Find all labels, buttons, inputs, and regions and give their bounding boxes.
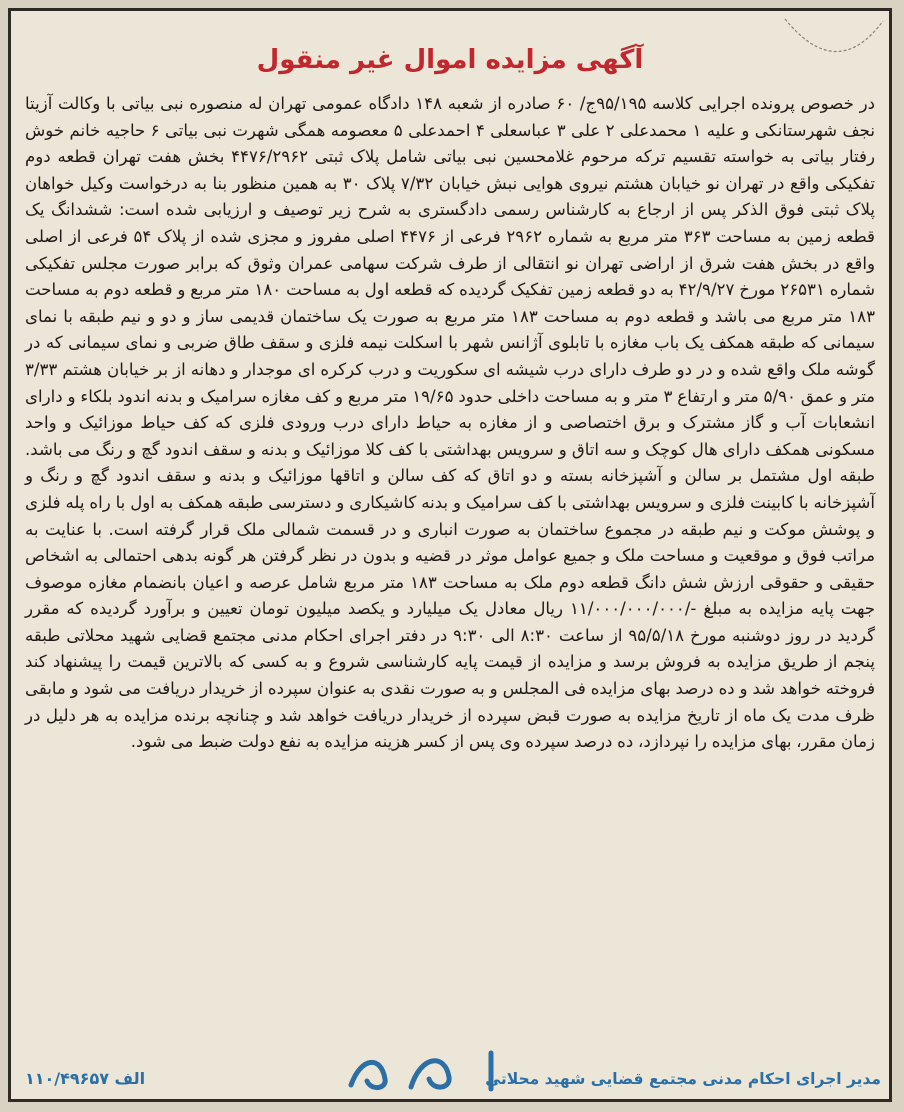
notice-body: در خصوص پرونده اجرایی کلاسه ۹۵/۱۹۵ج/ ۶۰ صادره از شعبه ۱۴۸ دادگاه عمومی تهران له منصوره نبی بیاتی با وکالت آزیتا نجف شهرستانکی و علیه ۱ محمدعلی ۲ علی ۳ عباسعلی ۴ احمدعلی ۵ معصومه همگی شهرت نبی بیاتی ۶ حاجیه خانم خوش رفتار بیاتی به خواسته تقسیم ترکه مرحوم غلامحسین نبی بیاتی شامل پلاک ثبتی ۴۴۷۶/۲۹۶۲ بخش هفت تهران قطعه دوم تفکیکی واقع در تهران نو خیابان هشتم نیروی هوایی نبش خیابان ۷/۳۲ پلاک ۳۰ به همین منظور بنا به درخواست وکیل خواهان پلاک ثبتی فوق الذکر پس از ارجاع به کارشناس رسمی دادگستری به شرح زیر توصیف و ارزیابی شده است: ششدانگ یک قطعه زمین به مساحت ۳۶۳ متر مربع به شماره ۲۹۶۲ فرعی از ۴۴۷۶ اصلی مفروز و مجزی شده از پلاک ۵۴ فرعی از اصلی واقع در بخش هفت شرق از اراضی تهران نو انتقالی از طرف شرکت سهامی عمران وثوق که برابر صورت مجلس تفکیکی شماره ۲۶۵۳۱ مورخ ۴۲/۹/۲۷ به دو قطعه زمین تفکیک گردیده که قطعه اول به مساحت ۱۸۰ متر مربع و قطعه دوم به مساحت ۱۸۳ متر مربع می باشد و قطعه دوم به مساحت ۱۸۳ متر مربع به صورت یک ساختمان قدیمی ساز و دو و نیم طبقه با نمای سیمانی که طبقه همکف یک باب مغازه با تابلوی آژانس شهر با اسکلت نیمه فلزی و سقف طاق ضربی و نمای سیمانی که در گوشه ملک واقع شده و در دو طرف دارای درب شیشه ای سکوریت و درب کرکره ای موجدار و دهانه از بر خیابان هشتم ۳/۳۳ متر و عمق ۵/۹۰ متر و ارتفاع ۳ متر و به مساحت داخلی حدود ۱۹/۶۵ متر مربع و کف مغازه سرامیک و بدنه اندود بلکاء و دارای انشعابات آب و گاز مشترک و برق اختصاصی و از مغازه به حیاط دارای درب ورودی فلزی که کف حیاط موزائیک و واحد مسکونی همکف دارای هال کوچک و سه اتاق و سرویس بهداشتی با کف کلا موزائیک و بدنه و سقف اندود گچ و رنگ می باشد. طبقه اول مشتمل بر سالن و آشپزخانه بسته و دو اتاق که کف سالن و اتاقها موزائیک و بدنه و سقف اندود گچ و رنگ و آشپزخانه با کابینت فلزی و سرویس بهداشتی با کف سرامیک و بدنه کاشیکاری و دسترسی طبقه همکف به اول با راه پله فلزی و پوشش موکت و نیم طبقه در مجموع ساختمان به صورت انباری و در قسمت شمالی ملک قرار گرفته است. با عنایت به مراتب فوق و موقعیت و مساحت ملک و جمیع عوامل موثر در قضیه و بدون در نظر گرفتن هر گونه بدهی احتمالی به اشخاص حقیقی و حقوقی ارزش شش دانگ قطعه دوم ملک به مساحت ۱۸۳ متر مربع شامل عرصه و اعیان بانضمام مغازه موصوف جهت پایه مزایده به مبلغ -/۱۱/۰۰۰/۰۰۰/۰۰۰ ریال معادل یک میلیارد و یکصد میلیون تومان تعیین و برآورد گردیده که مقرر گردید در روز دوشنبه مورخ ۹۵/۵/۱۸ از ساعت ۸:۳۰ الی ۹:۳۰ در دفتر اجرای احکام مدنی مجتمع قضایی شهید محلاتی طبقه پنجم از طریق مزایده به فروش برسد و مزایده از قیمت پایه کارشناسی شروع و به کسی که بالاترین قیمت را پیشنهاد کند فروخته خواهد شد و ده درصد بهای مزایده فی المجلس و به صورت نقدی به عنوان سپرده از خریدار دریافت می شود و مابقی ظرف مدت یک ماه از تاریخ مزایده به صورت قبض سپرده از خریدار دریافت خواهد شد و چنانچه برنده مزایده به هر دلیل در زمان مقرر، بهای مزایده را نپردازد، ده درصد سپرده وی پس از کسر هزینه مزایده به نفع دولت ضبط می شود.	[25, 94, 876, 752]
signature-line: مدیر اجرای احکام مدنی مجتمع قضایی شهید محلاتی	[485, 1070, 881, 1088]
notice-footer	[11, 1067, 889, 1093]
handwritten-number-mark	[341, 1049, 551, 1093]
notice-sheet	[8, 8, 892, 1102]
notice-title: آگهی مزایده اموال غیر منقول	[256, 45, 644, 75]
notice-code: ۱۱۰/۴۹۶۵۷ الف	[25, 1069, 146, 1088]
